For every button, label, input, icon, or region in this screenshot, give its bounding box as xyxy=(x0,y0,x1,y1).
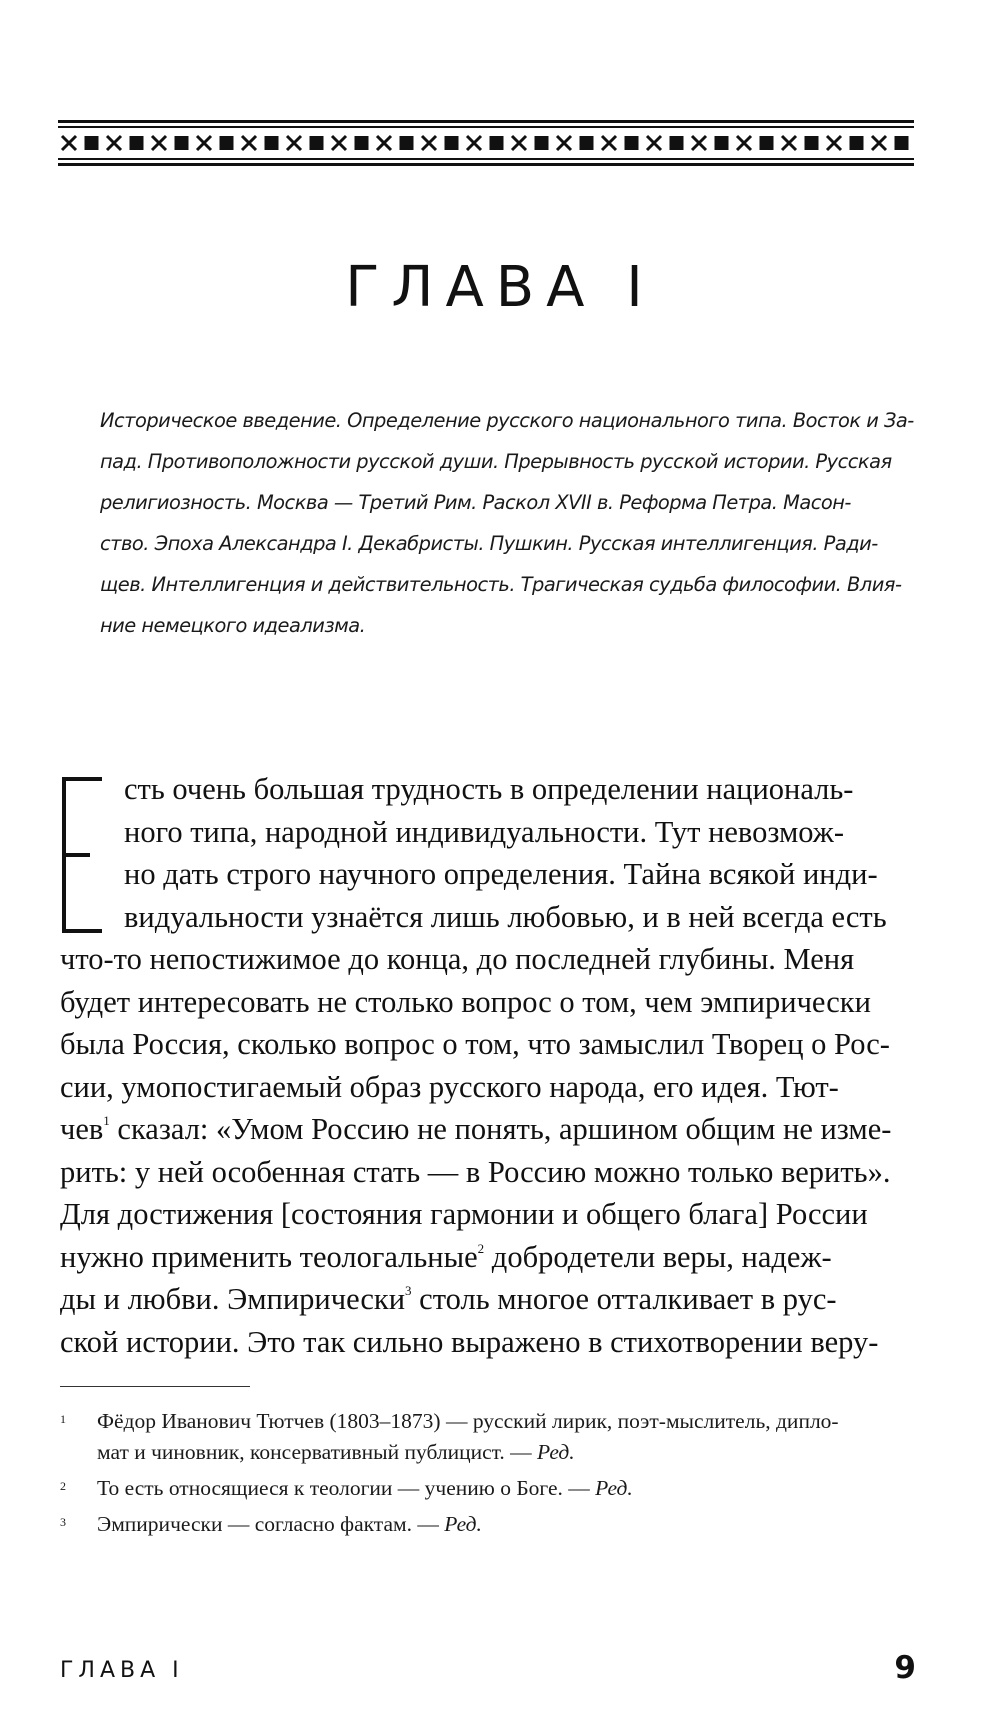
summary-line: ние немецкого идеализма. xyxy=(100,614,366,637)
footnote-text-fragment: Эмпирически — согласно фактам. — xyxy=(97,1512,445,1536)
ornament-cross xyxy=(692,136,706,150)
footnote-number: 3 xyxy=(60,1515,66,1529)
body-line xyxy=(60,1108,920,1151)
ornament-cross xyxy=(602,136,616,150)
body-line: сии, умопостигаемый образ русского народа, его идея. Тют- xyxy=(60,1069,839,1104)
ornament-square xyxy=(535,136,549,150)
footnote-text xyxy=(97,1437,920,1468)
footnote-text: Фёдор Иванович Тютчев (1803–1873) — русский лирик, поэт-мыслитель, дипло- xyxy=(97,1409,839,1433)
ornament-square xyxy=(580,136,594,150)
footnote-1 xyxy=(60,1406,920,1468)
ornament-cross xyxy=(107,136,121,150)
footnote-number: 1 xyxy=(60,1412,66,1426)
body-line: будет интересовать не столько вопрос о том, чем эмпирически xyxy=(60,984,871,1019)
ornament-square xyxy=(895,136,909,150)
ornament-cross xyxy=(467,136,481,150)
footnote-2 xyxy=(60,1473,920,1504)
ornament-rule xyxy=(58,120,914,123)
ornament-cross xyxy=(197,136,211,150)
ornament-square xyxy=(400,136,414,150)
footnote-ref-1[interactable]: 1 xyxy=(103,1113,110,1128)
body-text-fragment: добродетели веры, надеж- xyxy=(484,1239,832,1274)
footnote-text-fragment: То есть относящиеся к теологии — учению о Боге. — xyxy=(97,1476,596,1500)
ornament-cross xyxy=(242,136,256,150)
footnote-text xyxy=(97,1473,920,1504)
body-line xyxy=(60,1278,920,1321)
footnote-separator xyxy=(60,1386,250,1387)
ornament-cross xyxy=(647,136,661,150)
body-line: ской истории. Это так сильно выражено в стихотворении веру- xyxy=(60,1324,879,1359)
ornament-cross xyxy=(782,136,796,150)
ornament-pattern xyxy=(58,133,914,153)
body-line: но дать строго научного определения. Тайна всякой инди- xyxy=(124,857,878,891)
ornament-rule xyxy=(58,158,914,160)
footnote-text-fragment: мат и чиновник, консервативный публицист. — xyxy=(97,1440,538,1464)
body-text-fragment: нужно применить теологальные xyxy=(60,1239,478,1274)
ornament-cross xyxy=(872,136,886,150)
body-line: сть очень большая трудность в определении националь- xyxy=(124,772,854,806)
ornament-cross xyxy=(332,136,346,150)
summary-line: религиозность. Москва — Третий Рим. Раскол XVII в. Реформа Петра. Масон- xyxy=(100,491,851,514)
ornament-square xyxy=(670,136,684,150)
running-head: ГЛАВА I xyxy=(60,1658,184,1683)
footnote-3 xyxy=(60,1509,920,1540)
ornament-rule xyxy=(58,163,914,166)
body-text-fragment: сказал: «Умом Россию не понять, аршином общим не изме- xyxy=(109,1112,892,1146)
ornament-cross xyxy=(827,136,841,150)
body-text-fragment: чев xyxy=(60,1112,104,1146)
ornament-cross xyxy=(737,136,751,150)
body-line: что-то непостижимое до конца, до последней глубины. Меня xyxy=(60,942,855,976)
ornament-square xyxy=(130,136,144,150)
body-text-fragment: ды и любви. Эмпирически xyxy=(60,1282,406,1316)
ornament-square xyxy=(760,136,774,150)
footnote-ref-3[interactable]: 3 xyxy=(405,1283,412,1298)
ornament-square xyxy=(355,136,369,150)
ornament-square xyxy=(445,136,459,150)
editor-mark: Ред. xyxy=(444,1512,482,1536)
body-line: рить: у ней особенная стать — в Россию можно только верить». xyxy=(60,1154,891,1189)
chapter-ornament-band xyxy=(58,120,914,166)
body-line: видуальности узнаётся лишь любовью, и в ней всегда есть xyxy=(124,899,887,934)
summary-line: ство. Эпоха Александра I. Декабристы. Пушкин. Русская интеллигенция. Ради- xyxy=(100,532,878,555)
ornament-rule xyxy=(58,126,914,128)
editor-mark: Ред. xyxy=(595,1476,633,1500)
footnote-text xyxy=(97,1509,920,1540)
summary-line: щев. Интеллигенция и действительность. Трагическая судьба философии. Влия- xyxy=(100,573,902,596)
body-line: Для достижения [состояния гармонии и общего блага] России xyxy=(60,1197,868,1231)
body-line: ного типа, народной индивидуальности. Тут невозмож- xyxy=(124,814,845,849)
ornament-square xyxy=(805,136,819,150)
ornament-cross xyxy=(287,136,301,150)
ornament-square xyxy=(490,136,504,150)
body-paragraph xyxy=(60,768,920,1363)
chapter-summary xyxy=(100,400,914,646)
footnotes xyxy=(60,1406,920,1545)
ornament-square xyxy=(715,136,729,150)
ornament-cross xyxy=(512,136,526,150)
ornament-cross xyxy=(557,136,571,150)
footnote-ref-2[interactable]: 2 xyxy=(477,1240,485,1256)
ornament-cross xyxy=(62,136,76,150)
ornament-square xyxy=(175,136,189,150)
body-line xyxy=(60,1236,920,1279)
ornament-square xyxy=(625,136,639,150)
chapter-title: ГЛАВА I xyxy=(345,255,655,320)
ornament-cross xyxy=(152,136,166,150)
body-text-fragment: столь многое отталкивает в рус- xyxy=(411,1282,837,1316)
ornament-square xyxy=(85,136,99,150)
editor-mark: Ред. xyxy=(537,1440,575,1464)
ornament-square xyxy=(265,136,279,150)
page-number: 9 xyxy=(894,1650,916,1686)
footnote-number: 2 xyxy=(60,1479,66,1493)
ornament-cross xyxy=(377,136,391,150)
ornament-cross xyxy=(422,136,436,150)
body-line: была Россия, сколько вопрос о том, что замыслил Творец о Рос- xyxy=(60,1027,890,1061)
ornament-square xyxy=(220,136,234,150)
summary-line: Историческое введение. Определение русского национального типа. Восток и За- xyxy=(100,409,914,432)
summary-line: пад. Противоположности русской души. Прерывность русской истории. Русская xyxy=(100,450,892,473)
ornament-square xyxy=(850,136,864,150)
ornament-square xyxy=(310,136,324,150)
